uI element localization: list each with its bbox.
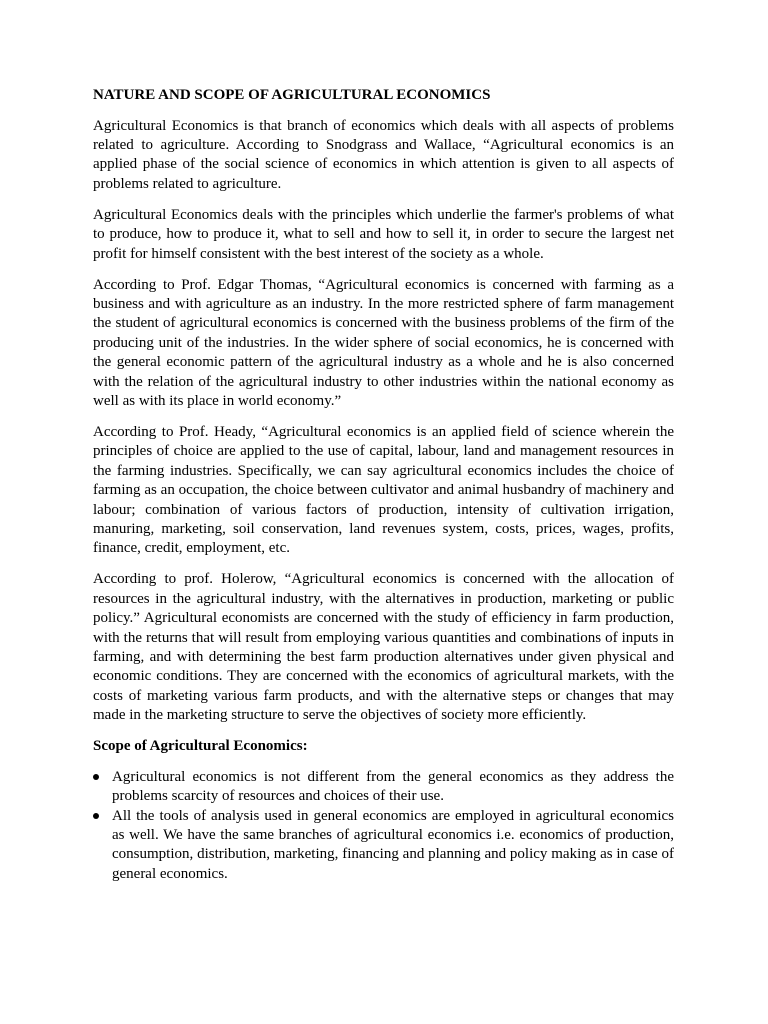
scope-bullet-text: Agricultural economics is not different from the general economics as they address the problems scarcity of resources and choices of their use.	[112, 768, 674, 805]
bullet-icon	[93, 774, 99, 780]
scope-bullet-item	[93, 768, 674, 807]
paragraph-principles: Agricultural Economics deals with the principles which underlie the farmer's problems of what to produce, how to produce it, what to sell and how to sell it, in order to secure the largest net profit for himself consistent with the best interest of the society as a whole.	[93, 206, 674, 262]
scope-bullet-item	[93, 807, 674, 885]
paragraph-heady: According to Prof. Heady, “Agricultural economics is an applied field of science wherein the principles of choice are applied to the use of capital, labour, land and management resources in the farming industries. Specifically, we can say agricultural economics includes the choice of farming as an occupation, the choice between cultivator and animal husbandry of machinery and labour; combination of various factors of production, intensity of cultivation irrigation, manuring, marketing, soil conservation, land revenues system, costs, prices, wages, profits, finance, credit, employment, etc.	[93, 423, 674, 557]
bullet-icon	[93, 813, 99, 819]
scope-bullet-text: All the tools of analysis used in general economics are employed in agricultural economics as well. We have the same branches of agricultural economics i.e. economics of production, consumption, distribution, marketing, financing and planning and policy making as in case of general economics.	[112, 807, 674, 882]
paragraph-definition: Agricultural Economics is that branch of economics which deals with all aspects of problems related to agriculture. According to Snodgrass and Wallace, “Agricultural economics is an applied phase of the social science of economics in which attention is given to all aspects of problems related to agriculture.	[93, 117, 674, 192]
document-page	[93, 86, 674, 884]
scope-bullet-list	[93, 768, 674, 884]
paragraph-edgar-thomas: According to Prof. Edgar Thomas, “Agricultural economics is concerned with farming as a business and with agriculture as an industry. In the more restricted sphere of farm management the student of agricultural economics is concerned with the business problems of the firm of the producing unit of the industries. In the wider sphere of social economics, he is concerned with the general economic pattern of the agricultural industry as a whole and he is also concerned with the relation of the agricultural industry to other industries within the national economy as well as with its place in world economy.”	[93, 276, 674, 409]
document-title: NATURE AND SCOPE OF AGRICULTURAL ECONOMICS	[93, 87, 491, 103]
scope-heading: Scope of Agricultural Economics:	[93, 738, 308, 755]
paragraph-holerow: According to prof. Holerow, “Agricultural economics is concerned with the allocation of resources in the agricultural industry, with the alternatives in production, marketing or public policy.” Agricultural economists are concerned with the study of efficiency in farm production, with the returns that will result from employing various quantities and combinations of inputs in farming, and with determining the best farm production alternatives under given physical and economic conditions. They are concerned with the economics of agricultural markets, with the costs of marketing various farm products, and with the alternative steps or changes that may made in the marketing structure to serve the objectives of society more efficiently.	[93, 571, 674, 724]
